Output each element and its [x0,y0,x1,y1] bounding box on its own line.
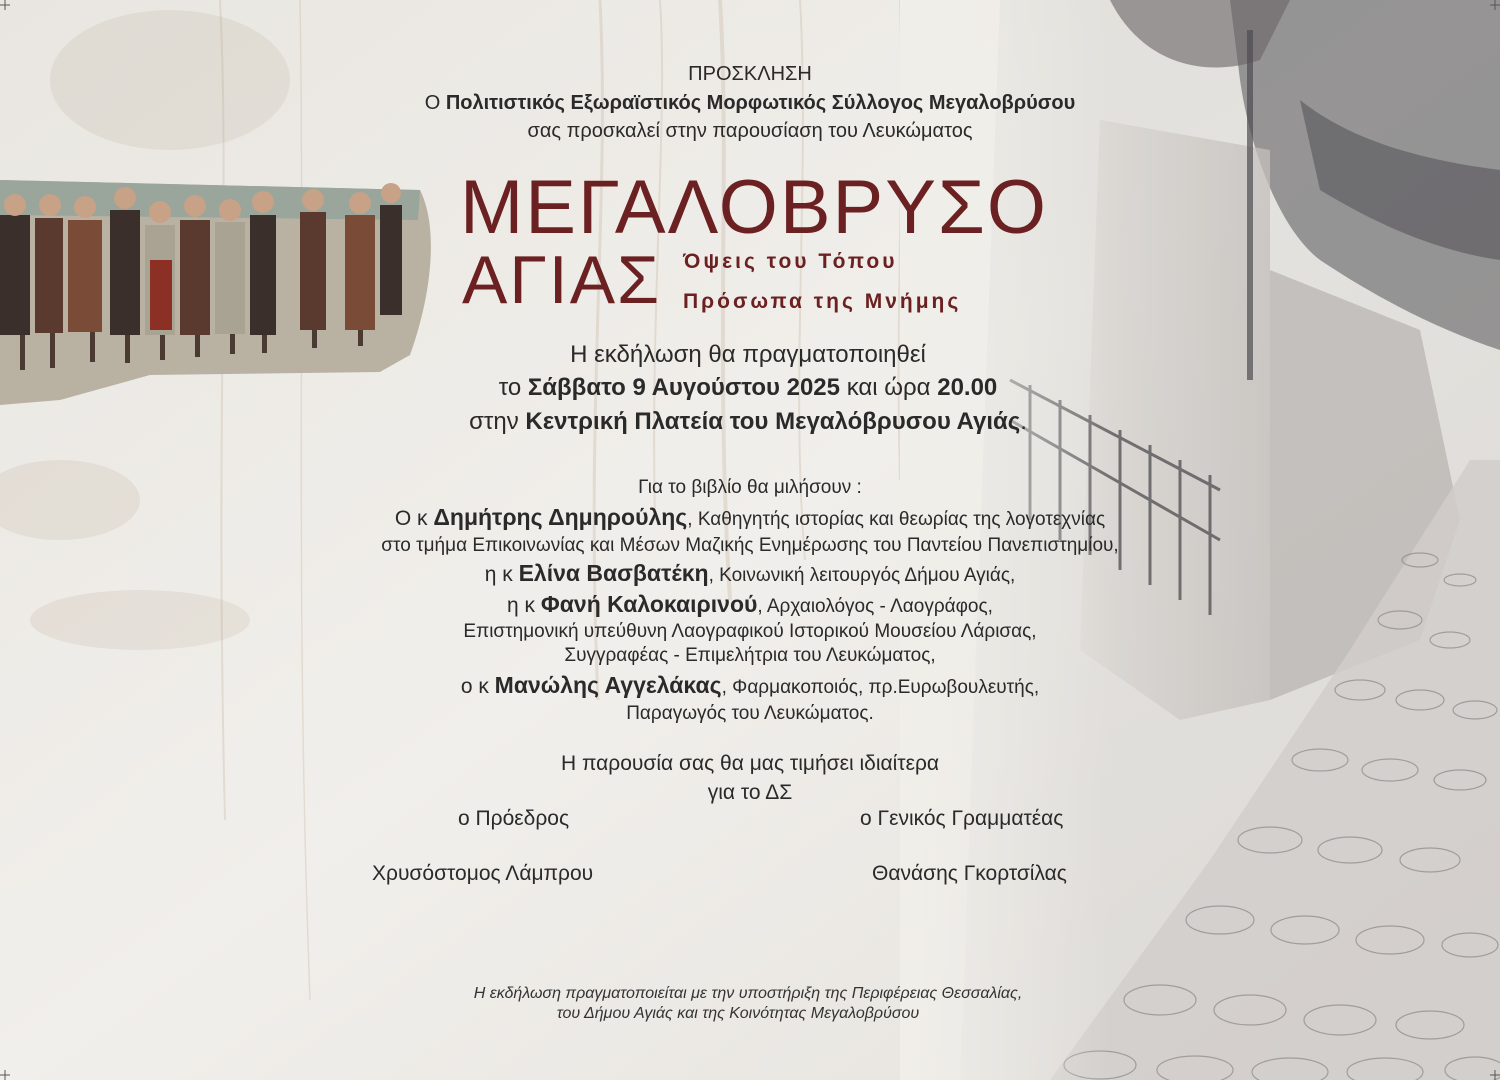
honor-line: Η παρουσία σας θα μας τιμήσει ιδιαίτερα [560,752,940,775]
speaker-3-role-line-3: Συγγραφέας - Επιμελήτρια του Λευκώματος, [564,645,936,666]
secretary-name: Θανάσης Γκορτσίλας [872,862,1067,885]
speaker-1-line [0,505,1500,531]
speaker-1-role: , Καθηγητής ιστορίας και θεωρίας της λογοτεχνίας [687,509,1106,530]
speaker-4-name: Μανώλης Αγγελάκας [494,672,722,698]
speaker-1-role-line-2: στο τμήμα Επικοινωνίας και Μέσων Μαζικής Ενημέρωσης του Παντείου Πανεπιστημίου, [381,535,1119,556]
speaker-4-role-line-2: Παραγωγός του Λευκώματος. [626,703,874,724]
event-line-1: Η εκδήλωση θα πραγματοποιηθεί [570,341,926,368]
subtitle-2: Πρόσωπα της Μνήμης [683,290,962,313]
title-line-2: ΑΓΙΑΣ [462,242,662,318]
invitation-heading: ΠΡΟΣΚΛΗΣΗ [688,63,812,85]
event-date-line [0,373,1498,403]
event-place: Κεντρική Πλατεία του Μεγαλόβρυσου Αγιάς [525,408,1021,435]
event-date: Σάββατο 9 Αυγούστου 2025 [527,374,841,401]
board-line: για το ΔΣ [707,781,793,804]
event-time-prefix: και ώρα [846,374,931,401]
invite-line: σας προσκαλεί στην παρουσίαση του Λευκώματος [527,120,973,142]
footer-line-1: Η εκδήλωση πραγματοποιείται με την υποστήριξη της Περιφέρειας Θεσσαλίας, [473,985,1023,1002]
event-time: 20.00 [937,374,998,401]
event-place-suffix: . [1020,408,1027,435]
speaker-3-name: Φανή Καλοκαιρινού [540,591,758,617]
speaker-3-role: , Αρχαιολόγος - Λαογράφος, [757,596,993,617]
speaker-2-role: , Κοινωνική λειτουργός Δήμου Αγιάς, [708,565,1016,586]
title-line-1: ΜΕΓΑΛΟΒΡΥΣΟ [460,165,1049,250]
speaker-3-prefix: η κ [507,594,536,617]
speaker-2-name: Ελίνα Βασβατέκη [518,560,709,586]
speaker-2-prefix: η κ [484,563,513,586]
subtitle-1: Όψεις του Τόπου [683,250,898,273]
org-prefix: Ο [424,92,441,114]
speaker-2-line [0,561,1500,587]
president-title: ο Πρόεδρος [458,807,570,830]
organization-line [0,91,1500,115]
speaker-3-role-line-2: Επιστημονική υπεύθυνη Λαογραφικού Ιστορικού Μουσείου Λάρισας, [463,621,1037,642]
footer-line-2: του Δήμου Αγιάς και της Κοινότητας Μεγαλοβρύσου [556,1005,920,1022]
speaker-1-prefix: Ο κ [394,507,428,530]
speaker-3-line [0,592,1500,618]
speaker-4-line [0,673,1500,699]
secretary-title: ο Γενικός Γραμματέας [860,807,1064,830]
speakers-intro: Για το βιβλίο θα μιλήσουν : [638,477,862,498]
speaker-1-name: Δημήτρης Δημηρούλης [433,504,688,530]
event-place-prefix: στην [469,408,519,435]
president-name: Χρυσόστομος Λάμπρου [372,862,594,885]
event-place-line [0,407,1498,437]
speaker-4-prefix: ο κ [460,675,489,698]
organization-name: Πολιτιστικός Εξωραϊστικός Μορφωτικός Σύλλογος Μεγαλοβρύσου [445,92,1076,114]
speaker-4-role: , Φαρμακοποιός, πρ.Ευρωβουλευτής, [721,677,1040,698]
event-date-prefix: το [498,374,522,401]
